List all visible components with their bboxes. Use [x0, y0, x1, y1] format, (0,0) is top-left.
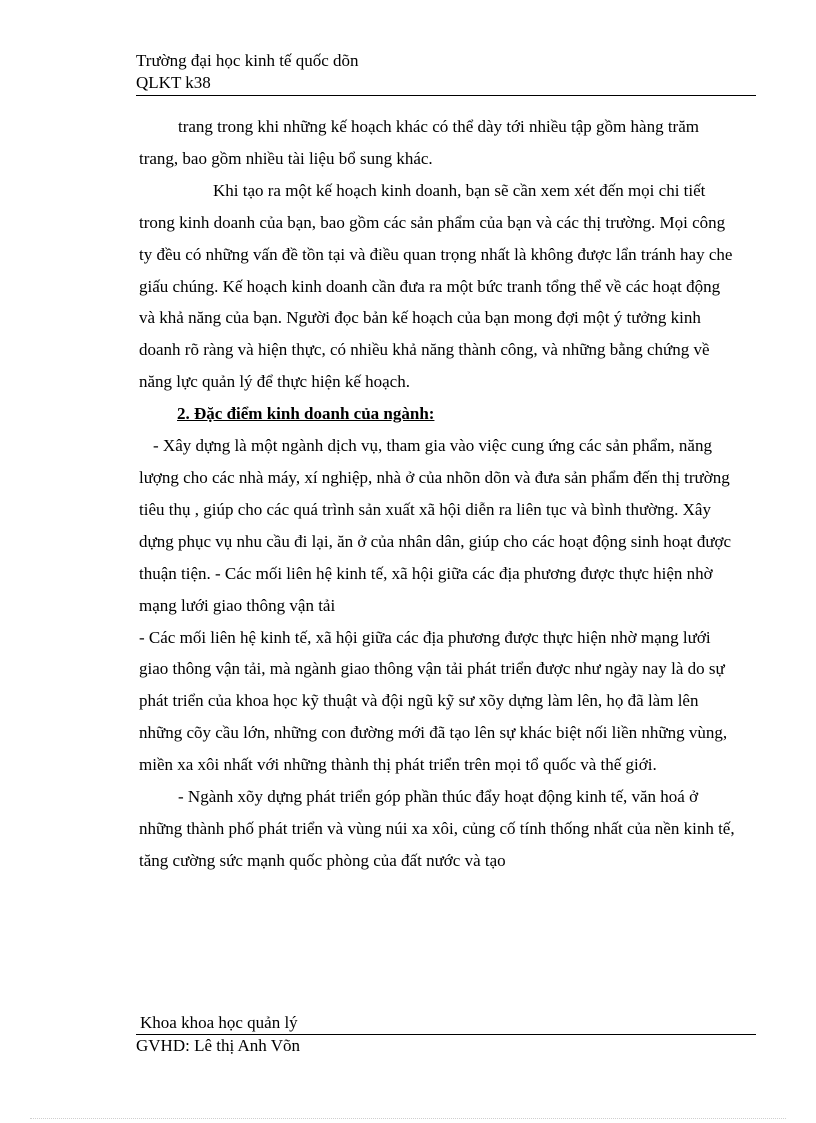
footer-advisor: GVHD: Lê thị Anh Võn [136, 1036, 301, 1055]
paragraph-3: - Xây dựng là một ngành dịch vụ, tham gia vào việc cung ứng các sản phẩm, năng lượng cho các nhà máy, xí nghiệp, nhà ở của nhõn dõn và đưa sản phẩm đến thị trường tiêu thụ , giúp cho các quá trình sản xuất xã hội diễn ra liên tục và bình thường. Xây dựng phục vụ nhu cầu đi lại, ăn ở của nhân dân, giúp cho các hoạt động sinh hoạt được thuận tiện. - Các mối liên hệ kinh tế, xã hội giữa các địa phương được thực hiện nhờ mạng lưới giao thông vận tải [139, 436, 732, 615]
document-body [139, 111, 739, 877]
page-footer [136, 1012, 756, 1057]
paragraph-1: trang trong khi những kế hoạch khác có thể dày tới nhiều tập gồm hàng trăm trang, bao gồm nhiều tài liệu bổ sung khác. [139, 117, 699, 168]
page-header [136, 50, 756, 96]
footer-faculty: Khoa khoa học quản lý [136, 1012, 756, 1035]
section-heading [139, 398, 739, 430]
header-class: QLKT k38 [136, 72, 756, 96]
paragraph-4: - Các mối liên hệ kinh tế, xã hội giữa các địa phương được thực hiện nhờ mạng lưới giao thông vận tải, mà ngành giao thông vận tải phát triển được như ngày nay là do sự phát triển của khoa học kỹ thuật và đội ngũ kỹ sư xõy dựng làm lên, họ đã làm lên những cõy cầu lớn, những con đường mới đã tạo lên sự khác biệt nối liền những vùng, miền xa xôi nhất với những thành thị phát triển trên mọi tổ quốc và thế giới. [139, 627, 728, 775]
paragraph-2: Khi tạo ra một kế hoạch kinh doanh, bạn sẽ cần xem xét đến mọi chi tiết trong kinh doanh của bạn, bao gồm các sản phẩm của bạn và các thị trường. Mọi công ty đều có những vấn đề tồn tại và điều quan trọng nhất là không được lẩn tránh hay che giấu chúng. Kế hoạch kinh doanh cần đưa ra một bức tranh tổng thể về các hoạt động và khả năng của bạn. Người đọc bản kế hoạch của bạn mong đợi một ý tưởng kinh doanh rõ ràng và hiện thực, có nhiều khả năng thành công, và những bằng chứng về năng lực quản lý để thực hiện kế hoạch. [139, 180, 733, 392]
paragraph-5: - Ngành xõy dựng phát triển góp phần thúc đẩy hoạt động kinh tế, văn hoá ở những thành phố phát triển và vùng núi xa xôi, củng cố tính thống nhất của nền kinh tế, tăng cường sức mạnh quốc phòng của đất nước và tạo [139, 787, 735, 870]
section-heading-text: 2. Đặc điểm kinh doanh của ngành: [177, 404, 435, 424]
page-edge-divider [30, 1118, 786, 1119]
header-school: Trường đại học kinh tế quốc dõn [136, 51, 359, 70]
